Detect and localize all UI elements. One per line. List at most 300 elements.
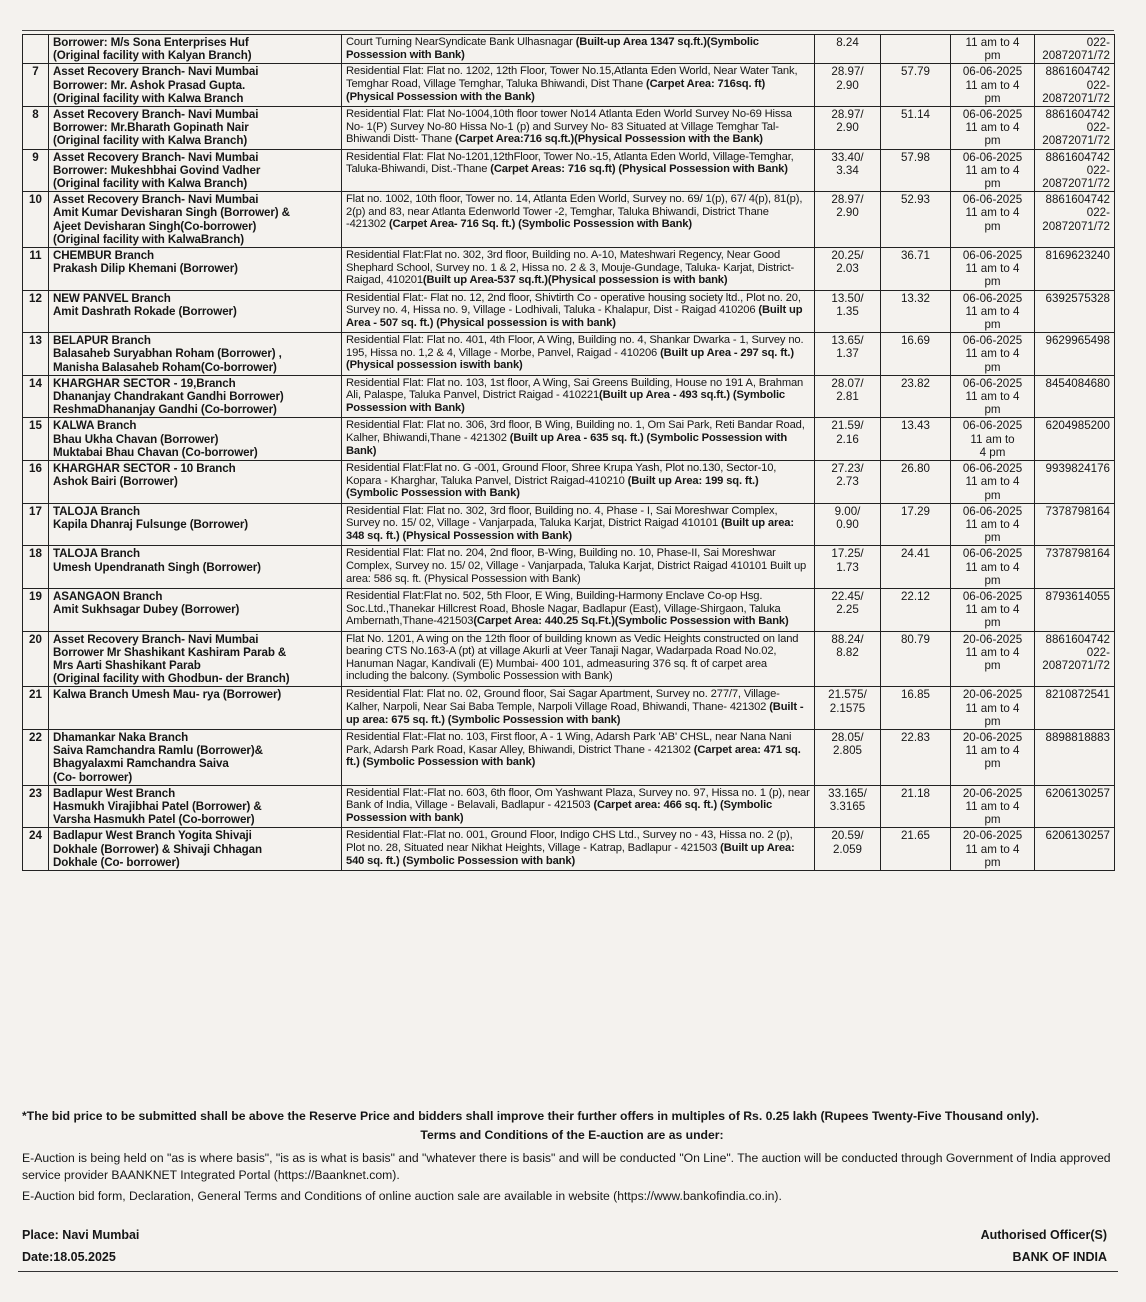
date-time-line: pm <box>984 49 1001 63</box>
serial-number-cell: 14 <box>23 375 49 418</box>
branch-borrower-line: Borrower: Mr. Ashok Prasad Gupta. <box>53 78 246 92</box>
serial-number-cell <box>23 35 49 64</box>
auction-date-time-cell <box>951 687 1035 730</box>
property-description-cell: Residential Flat: Flat No-1004,10th floor tower No14 Atlanta Eden World Survey No-69 Hissa No- 1(P) Survey No-80 Hissa No-1 (p) and Survey No- 83 Situated at Village Temghar Tal-Bhiwandi Distt- Thane (Carpet Area:716 sq.ft.)(Physical Possession with the Bank) <box>342 107 815 150</box>
reserve-price-emd-cell <box>815 785 881 828</box>
branch-borrower-cell <box>49 375 342 418</box>
serial-number-cell: 13 <box>23 333 49 376</box>
date-text: Date:18.05.2025 <box>22 1250 116 1264</box>
table-row <box>23 248 1115 291</box>
outstanding-amount-cell: 22.12 <box>881 588 951 631</box>
property-description-cell: Court Turning NearSyndicate Bank Ulhasnagar (Built-up Area 1347 sq.ft.)(Symbolic Possession with Bank) <box>342 35 815 64</box>
date-time-line: 11 am to 4 <box>965 206 1020 220</box>
branch-borrower-cell <box>49 828 342 871</box>
terms-heading: Terms and Conditions of the E-auction are as under: <box>420 1128 724 1142</box>
auction-date-time-cell <box>951 35 1035 64</box>
date-time-line: pm <box>984 714 1001 728</box>
property-description-cell: Residential Flat:-Flat no. 603, 6th floor, Om Yashwant Plaza, Survey no. 97, Hissa no. 1 (p), near Bank of India, Village - Belavali, Badlapur - 421503 (Carpet area: 466 sq. ft.) (Symbolic Possession with bank) <box>342 785 815 828</box>
contact-phone-cell <box>1035 149 1115 192</box>
table-row <box>23 290 1115 333</box>
contact-phone-cell <box>1035 107 1115 150</box>
branch-borrower-line: Saiva Ramchandra Ramlu (Borrower)& <box>53 744 263 758</box>
bank-name: BANK OF INDIA <box>1012 1250 1107 1264</box>
reserve-price-emd-cell <box>815 192 881 248</box>
table-row <box>23 64 1115 107</box>
contact-phone-cell <box>1035 729 1115 785</box>
date-time-line: 06-06-2025 <box>962 291 1023 305</box>
outstanding-amount-cell: 52.93 <box>881 192 951 248</box>
contact-phone-cell <box>1035 248 1115 291</box>
table-row <box>23 418 1115 461</box>
phone-number: 8861604742 <box>1045 65 1110 79</box>
branch-borrower-line: NEW PANVEL Branch <box>53 291 171 305</box>
serial-number-cell: 20 <box>23 631 49 687</box>
auction-date-time-cell <box>951 461 1035 504</box>
phone-number: 6206130257 <box>1045 786 1110 800</box>
branch-borrower-line: TALOJA Branch <box>53 504 140 518</box>
date-time-line: 11 am to 4 <box>965 121 1020 135</box>
property-description-cell: Residential Flat: Flat no. 204, 2nd floor, B-Wing, Building no. 10, Phase-II, Sai Moreshwar Complex, Survey no. 15/ 02, Village - Vanjarpada, Taluka Karjat, District Raigad 410101 Built up area: 586 sq. ft. (Physical Possession with Bank) <box>342 546 815 589</box>
branch-borrower-line: ASANGAON Branch <box>53 589 163 603</box>
table-row <box>23 461 1115 504</box>
phone-number: 6392575328 <box>1045 291 1110 305</box>
price-value: 2.16 <box>836 432 859 446</box>
branch-borrower-cell <box>49 631 342 687</box>
date-time-line: 11 am to 4 <box>965 78 1020 92</box>
date-time-line: 20-06-2025 <box>962 786 1023 800</box>
place-date <box>22 1224 139 1268</box>
date-time-line: 06-06-2025 <box>962 108 1023 122</box>
date-time-line: 06-06-2025 <box>962 589 1023 603</box>
branch-borrower-line: Borrower: Mukeshbhai Govind Vadher <box>53 163 261 177</box>
outstanding-amount-cell: 36.71 <box>881 248 951 291</box>
place-text: Place: Navi Mumbai <box>22 1228 140 1242</box>
price-value: 2.03 <box>836 262 859 276</box>
date-time-line: 11 am to 4 <box>965 603 1020 617</box>
price-value: 0.90 <box>836 517 859 531</box>
date-time-line: 20-06-2025 <box>962 730 1023 744</box>
contact-phone-cell <box>1035 828 1115 871</box>
date-time-line: 20-06-2025 <box>962 829 1023 843</box>
date-time-line: pm <box>984 813 1001 827</box>
reserve-price-emd-cell <box>815 107 881 150</box>
auction-date-time-cell <box>951 729 1035 785</box>
outstanding-amount-cell: 24.41 <box>881 546 951 589</box>
reserve-price-emd-cell <box>815 333 881 376</box>
branch-borrower-line: Dhananjay Chandrakant Gandhi Borrower) <box>53 390 284 404</box>
outstanding-amount-cell: 21.18 <box>881 785 951 828</box>
property-description-cell: Residential Flat:Flat no. G -001, Ground Floor, Shree Krupa Yash, Plot no.130, Sector-10, Kopara - Kharghar, Taluka Panvel, District Raigad-410210 (Built up Area: 199 sq. ft.) (Symbolic Possession with Bank) <box>342 461 815 504</box>
price-value: 2.25 <box>836 603 859 617</box>
date-time-line: pm <box>984 318 1001 332</box>
property-description-cell: Residential Flat: Flat no. 302, 3rd floor, Building no. 4, Phase - I, Sai Moreshwar Complex, Survey no. 15/ 02, Village - Vanjarpada, Taluka Karjat, District Raigad 410101 (Built up area: 348 sq. ft.) (Physical Possession with Bank) <box>342 503 815 546</box>
outstanding-amount-cell: 26.80 <box>881 461 951 504</box>
bottom-rule <box>18 1271 1118 1272</box>
table-row <box>23 375 1115 418</box>
price-value: 28.07/ <box>831 376 864 390</box>
phone-number: 6206130257 <box>1045 829 1110 843</box>
price-value: 2.805 <box>832 744 862 758</box>
table-row <box>23 333 1115 376</box>
branch-borrower-line: Balasaheb Suryabhan Roham (Borrower) , <box>53 347 282 361</box>
reserve-price-emd-cell <box>815 631 881 687</box>
auction-date-time-cell <box>951 192 1035 248</box>
branch-borrower-line: (Original facility with Kalwa Branch <box>53 91 244 105</box>
branch-borrower-line: Dhamankar Naka Branch <box>53 730 189 744</box>
property-description-cell: Residential Flat: Flat no. 401, 4th Floor, A Wing, Building no. 4, Shankar Dwarka - 1, Survey no. 195, Hissa no. 1,2 & 4, Village - Morbe, Panvel, Raigad - 410206 (Built up Area - 297 sq. ft.) (Physical possession iswith bank) <box>342 333 815 376</box>
terms-paragraph-1: E-Auction is being held on "as is where basis", "is as is what is basis" and "whatever there is basis" and will be conducted "On Line". The auction will be conducted through Government of India approved service provider BAANKNET Integrated Portal (https://Baanknet.com). <box>22 1151 1111 1182</box>
price-value: 3.3165 <box>829 799 866 813</box>
date-time-line: pm <box>984 531 1001 545</box>
price-value: 2.1575 <box>829 701 866 715</box>
reserve-price-emd-cell <box>815 418 881 461</box>
branch-borrower-line: Ajeet Devisharan Singh(Co-borrower) <box>53 219 257 233</box>
price-value: 28.97/ <box>831 193 864 207</box>
branch-borrower-line: (Original facility with Kalyan Branch) <box>53 49 252 63</box>
branch-borrower-line: (Original facility with Kalwa Branch) <box>53 134 248 148</box>
contact-phone-cell <box>1035 192 1115 248</box>
price-value: 88.24/ <box>831 632 864 646</box>
property-description-cell: Residential Flat:-Flat no. 001, Ground Floor, Indigo CHS Ltd., Survey no - 43, Hissa no. 2 (p), Plot no. 28, Situated near Nikhat Heights, Village - Katrap, Badlapur - 421503 (Built up Area: 540 sq. ft.) (Symbolic Possession with bank) <box>342 828 815 871</box>
contact-phone-cell <box>1035 546 1115 589</box>
auction-date-time-cell <box>951 248 1035 291</box>
branch-borrower-cell <box>49 248 342 291</box>
table-row <box>23 729 1115 785</box>
date-time-line: pm <box>984 275 1001 289</box>
price-value: 28.97/ <box>831 108 864 122</box>
phone-number: 022-20872071/72 <box>1042 121 1110 148</box>
reserve-price-emd-cell <box>815 290 881 333</box>
phone-number: 022-20872071/72 <box>1042 36 1110 63</box>
branch-borrower-line: Badlapur West Branch Yogita Shivaji <box>53 829 252 843</box>
auction-date-time-cell <box>951 503 1035 546</box>
price-value: 2.90 <box>836 121 859 135</box>
auction-date-time-cell <box>951 418 1035 461</box>
date-time-line: 06-06-2025 <box>962 376 1023 390</box>
auction-date-time-cell <box>951 631 1035 687</box>
price-value: 28.97/ <box>831 65 864 79</box>
date-time-line: 4 pm <box>979 445 1006 459</box>
property-description-cell: Residential Flat:-Flat no. 103, First floor, A - 1 Wing, Adarsh Park 'AB' CHSL, near Nana Nani Park, Adarsh Park Road, Kasar Alley, Bhiwandi, District Thane - 421302 (Carpet area: 471 sq. ft.) (Symbolic Possession with bank) <box>342 729 815 785</box>
contact-phone-cell <box>1035 418 1115 461</box>
contact-phone-cell <box>1035 687 1115 730</box>
phone-number: 8793614055 <box>1045 589 1110 603</box>
price-value: 21.59/ <box>831 419 864 433</box>
branch-borrower-line: Muktabai Bhau Chavan (Co-borrower) <box>53 445 258 459</box>
outstanding-amount-cell: 57.79 <box>881 64 951 107</box>
branch-borrower-cell <box>49 35 342 64</box>
outstanding-amount-cell <box>881 35 951 64</box>
serial-number-cell: 16 <box>23 461 49 504</box>
price-value: 1.73 <box>836 560 859 574</box>
reserve-price-emd-cell <box>815 248 881 291</box>
reserve-price-emd-cell <box>815 375 881 418</box>
branch-borrower-line: Borrower: Mr.Bharath Gopinath Nair <box>53 121 249 135</box>
property-description-cell: Residential Flat: Flat no. 02, Ground floor, Sai Sagar Apartment, Survey no. 277/7, Village-Kalher, Narpoli, Near Sai Baba Temple, Narpoli Village Road, Bhiwandi, Thane- 421302 (Built - up area: 675 sq. ft.) (Symbolic Possession with bank) <box>342 687 815 730</box>
table-row <box>23 828 1115 871</box>
branch-borrower-line: Bhagyalaxmi Ramchandra Saiva <box>53 757 229 771</box>
date-time-line: 11 am to 4 <box>965 163 1020 177</box>
property-description-cell: Residential Flat:Flat no. 302, 3rd floor, Building no. A-10, Mateshwari Regency, Near Good Shephard School, Survey no. 1 & 2, Hissa no. 2 & 3, Mouje-Gundage, Taluka- Karjat, District-Raigad, 410201(Built up Area-537 sq.ft.)(Physical possession is with bank) <box>342 248 815 291</box>
reserve-price-emd-cell <box>815 461 881 504</box>
phone-number: 9939824176 <box>1045 462 1110 476</box>
date-time-line: pm <box>984 488 1001 502</box>
contact-phone-cell <box>1035 785 1115 828</box>
outstanding-amount-cell: 51.14 <box>881 107 951 150</box>
contact-phone-cell <box>1035 588 1115 631</box>
branch-borrower-line: Dokhale (Borrower) & Shivaji Chhagan <box>53 842 262 856</box>
branch-borrower-line: Asset Recovery Branch- Navi Mumbai <box>53 632 259 646</box>
date-time-line: pm <box>984 658 1001 672</box>
date-time-line: 11 am to 4 <box>965 517 1020 531</box>
branch-borrower-cell <box>49 418 342 461</box>
price-value: 22.45/ <box>831 589 864 603</box>
date-time-line: 11 am to <box>970 432 1015 446</box>
table-row <box>23 35 1115 64</box>
price-value: 8.82 <box>836 645 859 659</box>
outstanding-amount-cell: 23.82 <box>881 375 951 418</box>
date-time-line: 11 am to 4 <box>965 36 1020 49</box>
branch-borrower-line: Amit Dashrath Rokade (Borrower) <box>53 304 237 318</box>
property-description-cell: Residential Flat:- Flat no. 12, 2nd floor, Shivtirth Co - operative housing society ltd., Plot no. 20, Survey no. 4, Hissa no. 9, Village - Lodhivali, Taluka - Khalapur, Dist - Raigad 410206 (Built up Area - 507 sq. ft.) (Physical possession is with bank) <box>342 290 815 333</box>
price-value: 1.37 <box>836 347 859 361</box>
date-time-line: 11 am to 4 <box>965 842 1020 856</box>
branch-borrower-line: Hasmukh Virajibhai Patel (Borrower) & <box>53 799 262 813</box>
table-row <box>23 687 1115 730</box>
price-value: 2.059 <box>832 842 862 856</box>
date-time-line: pm <box>984 855 1001 869</box>
branch-borrower-cell <box>49 149 342 192</box>
phone-number: 7378798164 <box>1045 504 1110 518</box>
serial-number-cell: 10 <box>23 192 49 248</box>
price-value: 3.34 <box>836 163 859 177</box>
phone-number: 8898818883 <box>1045 730 1110 744</box>
reserve-price-emd-cell <box>815 149 881 192</box>
branch-borrower-line: Asset Recovery Branch- Navi Mumbai <box>53 65 259 79</box>
auction-table-container <box>22 34 1114 871</box>
phone-number: 8861604742 <box>1045 108 1110 122</box>
outstanding-amount-cell: 13.43 <box>881 418 951 461</box>
price-value: 20.25/ <box>831 249 864 263</box>
date-time-line: 06-06-2025 <box>962 462 1023 476</box>
date-time-line: 11 am to 4 <box>965 390 1020 404</box>
property-description-cell: Residential Flat:Flat no. 502, 5th Floor, E Wing, Building-Harmony Enclave Co-op Hsg. Soc.Ltd.,Thanekar Hillcrest Road, Bhosle Nagar, Badlapur (East), Village-Shirgaon, Taluka Ambernath,Thane-421503(Carpet Area: 440.25 Sq.Ft.)(Symbolic Possession with Bank) <box>342 588 815 631</box>
date-time-line: 06-06-2025 <box>962 65 1023 79</box>
branch-borrower-line: Bhau Ukha Chavan (Borrower) <box>53 432 219 446</box>
branch-borrower-line: Borrower Mr Shashikant Kashiram Parab & <box>53 645 287 659</box>
price-value: 2.90 <box>836 78 859 92</box>
phone-number: 022-20872071/72 <box>1042 645 1110 672</box>
date-time-line: pm <box>984 573 1001 587</box>
property-description-cell: Flat no. 1002, 10th floor, Tower no. 14, Atlanta Eden World, Survey no. 69/ 1(p), 67/ 4(p), 81(p), 2(p) and 83, near Atlanta Edenworld Tower -2, Temghar, Taluka Bhiwandi, District Thane -421302 (Carpet Area- 716 Sq. ft.) (Symbolic Possession with Bank) <box>342 192 815 248</box>
price-value: 1.35 <box>836 304 859 318</box>
date-time-line: 11 am to 4 <box>965 262 1020 276</box>
contact-phone-cell <box>1035 461 1115 504</box>
branch-borrower-cell <box>49 785 342 828</box>
date-time-line: 06-06-2025 <box>962 150 1023 164</box>
serial-number-cell: 18 <box>23 546 49 589</box>
property-description-cell: Residential Flat: Flat no. 1202, 12th Floor, Tower No.15,Atlanta Eden World, Near Water Tank, Temghar Road, Village Temghar, Taluka Bhiwandi, Dist Thane (Carpet Area: 716sq. ft)(Physical Possession with the Bank) <box>342 64 815 107</box>
serial-number-cell: 15 <box>23 418 49 461</box>
branch-borrower-cell <box>49 192 342 248</box>
phone-number: 8210872541 <box>1045 688 1110 702</box>
auction-date-time-cell <box>951 546 1035 589</box>
property-description-cell: Residential Flat: Flat no. 306, 3rd floor, B Wing, Building no. 1, Om Sai Park, Reti Bandar Road, Kalher, Bhiwandi,Thane - 421302 (Built up Area - 635 sq. ft.) (Symbolic Possession with Bank) <box>342 418 815 461</box>
branch-borrower-cell <box>49 290 342 333</box>
branch-borrower-line: ReshmaDhananjay Gandhi (Co-borrower) <box>53 403 277 417</box>
branch-borrower-line: (Co- borrower) <box>53 770 133 784</box>
branch-borrower-line: (Original facility with KalwaBranch) <box>53 232 244 246</box>
auction-date-time-cell <box>951 785 1035 828</box>
reserve-price-emd-cell <box>815 546 881 589</box>
phone-number: 8454084680 <box>1045 376 1110 390</box>
auction-date-time-cell <box>951 290 1035 333</box>
phone-number: 9629965498 <box>1045 334 1110 348</box>
price-value: 20.59/ <box>831 829 864 843</box>
price-value: 27.23/ <box>831 462 864 476</box>
auction-date-time-cell <box>951 107 1035 150</box>
outstanding-amount-cell: 16.69 <box>881 333 951 376</box>
property-description-cell: Residential Flat: Flat no. 103, 1st floor, A Wing, Sai Greens Building, House no 191 A, Brahman Ali, Palaspe, Taluka Panvel, District Raigad - 410221(Built up Area - 493 sq.ft.) (Symbolic Possession with Bank) <box>342 375 815 418</box>
date-time-line: 06-06-2025 <box>962 193 1023 207</box>
branch-borrower-cell <box>49 503 342 546</box>
serial-number-cell: 12 <box>23 290 49 333</box>
date-time-line: pm <box>984 403 1001 417</box>
serial-number-cell: 21 <box>23 687 49 730</box>
branch-borrower-line: (Original facility with Ghodbun- der Branch) <box>53 672 290 686</box>
serial-number-cell: 19 <box>23 588 49 631</box>
date-time-line: pm <box>984 134 1001 148</box>
table-row <box>23 192 1115 248</box>
phone-number: 6204985200 <box>1045 419 1110 433</box>
branch-borrower-cell <box>49 729 342 785</box>
price-value: 13.50/ <box>831 291 864 305</box>
reserve-price-emd-cell <box>815 828 881 871</box>
phone-number: 7378798164 <box>1045 547 1110 561</box>
outstanding-amount-cell: 22.83 <box>881 729 951 785</box>
price-value: 8.24 <box>836 36 859 49</box>
auction-date-time-cell <box>951 828 1035 871</box>
property-description-cell: Residential Flat: Flat No-1201,12thFloor, Tower No.-15, Atlanta Eden World, Village-Temghar, Taluka-Bhiwandi, Dist.-Thane (Carpet Areas: 716 sq.ft) (Physical Possession with Bank) <box>342 149 815 192</box>
date-time-line: 11 am to 4 <box>965 799 1020 813</box>
contact-phone-cell <box>1035 333 1115 376</box>
phone-number: 8169623240 <box>1045 249 1110 263</box>
branch-borrower-line: Amit Kumar Devisharan Singh (Borrower) & <box>53 206 290 220</box>
branch-borrower-cell <box>49 461 342 504</box>
date-time-line: pm <box>984 757 1001 771</box>
branch-borrower-line: Umesh Upendranath Singh (Borrower) <box>53 560 261 574</box>
date-time-line: 06-06-2025 <box>962 249 1023 263</box>
contact-phone-cell <box>1035 35 1115 64</box>
contact-phone-cell <box>1035 631 1115 687</box>
branch-borrower-cell <box>49 687 342 730</box>
date-time-line: pm <box>984 360 1001 374</box>
date-time-line: 20-06-2025 <box>962 688 1023 702</box>
branch-borrower-line: Amit Sukhsagar Dubey (Borrower) <box>53 603 240 617</box>
date-time-line: 11 am to 4 <box>965 645 1020 659</box>
serial-number-cell: 8 <box>23 107 49 150</box>
reserve-price-emd-cell <box>815 64 881 107</box>
contact-phone-cell <box>1035 503 1115 546</box>
price-value: 2.81 <box>836 390 859 404</box>
date-time-line: 11 am to 4 <box>965 347 1020 361</box>
phone-number: 8861604742 <box>1045 150 1110 164</box>
branch-borrower-line: (Original facility with Kalwa Branch) <box>53 177 248 191</box>
branch-borrower-line: TALOJA Branch <box>53 547 140 561</box>
branch-borrower-line: Asset Recovery Branch- Navi Mumbai <box>53 108 259 122</box>
auction-date-time-cell <box>951 149 1035 192</box>
branch-borrower-line: Asset Recovery Branch- Navi Mumbai <box>53 150 259 164</box>
branch-borrower-line: Asset Recovery Branch- Navi Mumbai <box>53 193 259 207</box>
date-time-line: 06-06-2025 <box>962 419 1023 433</box>
branch-borrower-line: Kapila Dhanraj Fulsunge (Borrower) <box>53 517 249 531</box>
branch-borrower-cell <box>49 546 342 589</box>
clipped-top-edge <box>22 30 1114 31</box>
phone-number: 8861604742 <box>1045 193 1110 207</box>
branch-borrower-line: Borrower: M/s Sona Enterprises Huf <box>53 36 249 49</box>
phone-number: 022-20872071/72 <box>1042 78 1110 105</box>
auction-date-time-cell <box>951 375 1035 418</box>
outstanding-amount-cell: 57.98 <box>881 149 951 192</box>
date-time-line: 11 am to 4 <box>965 475 1020 489</box>
price-value: 2.73 <box>836 475 859 489</box>
table-row <box>23 588 1115 631</box>
auction-property-table <box>22 34 1115 871</box>
table-row <box>23 503 1115 546</box>
phone-number: 022-20872071/72 <box>1042 163 1110 191</box>
serial-number-cell: 9 <box>23 149 49 192</box>
contact-phone-cell <box>1035 64 1115 107</box>
branch-borrower-line: KALWA Branch <box>53 419 137 433</box>
price-value: 33.40/ <box>831 150 864 164</box>
price-value: 9.00/ <box>834 504 861 518</box>
date-time-line: pm <box>984 616 1001 630</box>
date-time-line: 06-06-2025 <box>962 547 1023 561</box>
branch-borrower-line: Kalwa Branch Umesh Mau- rya (Borrower) <box>53 688 282 702</box>
serial-number-cell: 17 <box>23 503 49 546</box>
branch-borrower-cell <box>49 107 342 150</box>
date-time-line: pm <box>984 177 1001 191</box>
date-time-line: 06-06-2025 <box>962 334 1023 348</box>
bid-note: *The bid price to be submitted shall be above the Reserve Price and bidders shall improve their further offers in multiples of Rs. 0.25 lakh (Rupees Twenty-Five Thousand only). <box>22 1109 1039 1123</box>
price-value: 21.575/ <box>828 688 867 702</box>
branch-borrower-line: CHEMBUR Branch <box>53 249 155 263</box>
table-row <box>23 107 1115 150</box>
branch-borrower-cell <box>49 588 342 631</box>
outstanding-amount-cell: 21.65 <box>881 828 951 871</box>
outstanding-amount-cell: 80.79 <box>881 631 951 687</box>
auction-date-time-cell <box>951 333 1035 376</box>
terms-section <box>22 1108 1122 1209</box>
auction-date-time-cell <box>951 588 1035 631</box>
branch-borrower-line: Prakash Dilip Khemani (Borrower) <box>53 262 238 276</box>
officer-block <box>981 1224 1107 1268</box>
contact-phone-cell <box>1035 375 1115 418</box>
auction-date-time-cell <box>951 64 1035 107</box>
table-row <box>23 149 1115 192</box>
table-body <box>23 35 1115 871</box>
branch-borrower-cell <box>49 333 342 376</box>
reserve-price-emd-cell <box>815 687 881 730</box>
branch-borrower-line: Dokhale (Co- borrower) <box>53 855 180 869</box>
date-time-line: 06-06-2025 <box>962 504 1023 518</box>
serial-number-cell: 7 <box>23 64 49 107</box>
phone-number: 022-20872071/72 <box>1042 206 1110 233</box>
serial-number-cell: 11 <box>23 248 49 291</box>
outstanding-amount-cell: 16.85 <box>881 687 951 730</box>
authorised-officer: Authorised Officer(S) <box>980 1228 1107 1242</box>
serial-number-cell: 24 <box>23 828 49 871</box>
